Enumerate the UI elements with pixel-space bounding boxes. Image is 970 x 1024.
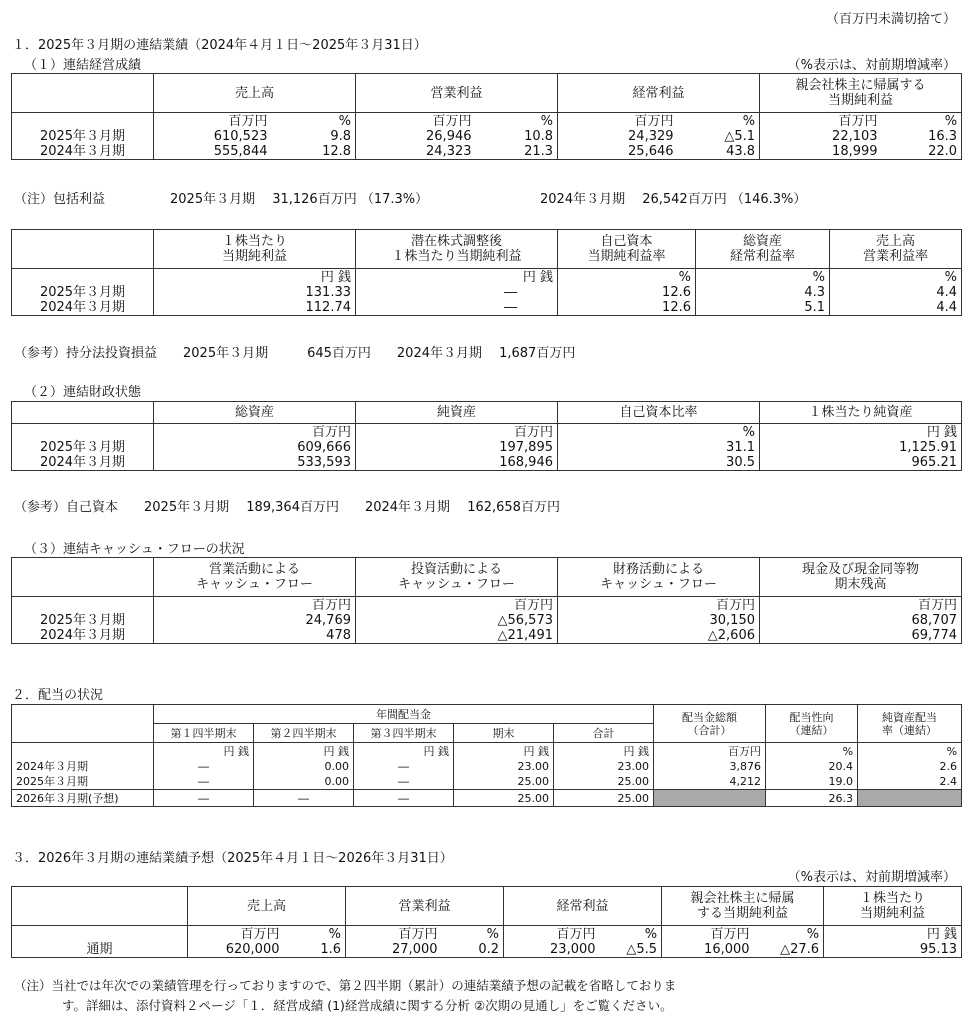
value-cell: 12.6 [558, 300, 696, 316]
value-cell: 69,774 [760, 628, 962, 644]
comprehensive-income-2025: 2025年３月期 31,126百万円 （17.3%） [170, 192, 429, 207]
unit-label: 円 銭 [760, 424, 962, 441]
unit-label: 円 銭 [454, 743, 554, 760]
value-cell: 25,646 [558, 144, 678, 160]
unit-label: 百万円 [154, 424, 356, 441]
value-cell: 43.8 [678, 144, 760, 160]
unit-label: 百万円 [346, 926, 442, 943]
value-cell: 965.21 [760, 455, 962, 471]
col-header: 売上高 [154, 74, 356, 113]
table-row [12, 942, 962, 958]
value-cell: ― [254, 790, 354, 807]
value-cell: 478 [154, 628, 356, 644]
value-cell: △5.5 [600, 942, 662, 958]
value-cell: 25.00 [554, 790, 654, 807]
value-cell: 21.3 [476, 144, 558, 160]
value-cell: ― [354, 774, 454, 790]
unit-label: 百万円 [654, 743, 766, 760]
value-cell: 1.6 [284, 942, 346, 958]
value-cell: 24,769 [154, 613, 356, 628]
unit-label: 円 銭 [354, 743, 454, 760]
value-cell: 2.6 [858, 759, 962, 774]
value-cell: 10.8 [476, 129, 558, 144]
value-cell: 0.2 [442, 942, 504, 958]
row-label: 2024年３月期 [12, 455, 154, 471]
value-cell: 1,125.91 [760, 440, 962, 455]
unit-label: % [442, 926, 504, 943]
dividend-table [11, 704, 962, 807]
table-row [12, 455, 962, 471]
empty-cell [12, 743, 154, 760]
value-cell: 16,000 [662, 942, 754, 958]
value-cell: 26.3 [766, 790, 858, 807]
unit-label: % [678, 113, 760, 130]
col-header: 売上高 [188, 887, 346, 926]
equity-method-note: （参考）持分法投資損益 2025年３月期 645百万円 2024年３月期 1,687百万円 [14, 346, 576, 361]
value-cell: ― [354, 790, 454, 807]
value-cell: 23.00 [554, 759, 654, 774]
unit-label: 百万円 [356, 424, 558, 441]
table-row [12, 759, 962, 774]
comprehensive-income-2024: 2024年３月期 26,542百万円 （146.3%） [540, 192, 807, 207]
unit-label: 百万円 [760, 597, 962, 614]
col-header: 総資産 経常利益率 [696, 230, 830, 269]
corner-cell [12, 74, 154, 113]
col-header: 配当性向 （連結） [766, 705, 858, 743]
empty-cell [12, 424, 154, 441]
value-cell: 95.13 [824, 942, 962, 958]
value-cell: 23,000 [504, 942, 600, 958]
empty-cell [12, 926, 188, 943]
col-header: 配当金総額 （合計） [654, 705, 766, 743]
table-row [12, 300, 962, 316]
value-cell: ― [356, 285, 558, 300]
col-header: 純資産 [356, 402, 558, 424]
value-cell: 620,000 [188, 942, 284, 958]
value-cell: 4.4 [830, 285, 962, 300]
forecast-table [11, 886, 962, 958]
unit-label: 百万円 [356, 597, 558, 614]
unit-label: 百万円 [662, 926, 754, 943]
col-header: １株当たり 当期純利益 [824, 887, 962, 926]
table-row [12, 790, 962, 807]
unit-label: 円 銭 [154, 269, 356, 286]
col-header: 自己資本 当期純利益率 [558, 230, 696, 269]
col-header: 総資産 [154, 402, 356, 424]
unit-label: 円 銭 [254, 743, 354, 760]
value-cell: 22,103 [760, 129, 882, 144]
unit-label: % [766, 743, 858, 760]
col-header: １株当たり純資産 [760, 402, 962, 424]
value-cell: 168,946 [356, 455, 558, 471]
value-cell: 533,593 [154, 455, 356, 471]
annual-dividend-header: 年間配当金 [154, 705, 654, 724]
per-share-table [11, 229, 962, 316]
row-label: 通期 [12, 942, 188, 958]
value-cell: 2.4 [858, 774, 962, 790]
value-cell: 12.6 [558, 285, 696, 300]
value-cell: 18,999 [760, 144, 882, 160]
value-cell: 5.1 [696, 300, 830, 316]
unit-label: % [858, 743, 962, 760]
value-cell: 24,323 [356, 144, 476, 160]
col-header: 合計 [554, 724, 654, 743]
corner-cell [12, 887, 188, 926]
col-header: 営業活動による キャッシュ・フロー [154, 558, 356, 597]
row-label: 2024年３月期 [12, 628, 154, 644]
table-row [12, 774, 962, 790]
col-header: 自己資本比率 [558, 402, 760, 424]
value-cell: 26,946 [356, 129, 476, 144]
value-cell: 0.00 [254, 774, 354, 790]
value-cell: 4.3 [696, 285, 830, 300]
comprehensive-income-label: （注）包括利益 [14, 192, 106, 207]
col-header: 期末 [454, 724, 554, 743]
unit-label: 円 銭 [356, 269, 558, 286]
value-cell: 24,329 [558, 129, 678, 144]
value-cell: 30.5 [558, 455, 760, 471]
value-cell: ― [154, 790, 254, 807]
value-cell: 12.8 [272, 144, 356, 160]
col-header: 営業利益 [346, 887, 504, 926]
value-cell: 31.1 [558, 440, 760, 455]
value-cell: 3,876 [654, 759, 766, 774]
table-row [12, 285, 962, 300]
forecast-change-note: （%表示は、対前期増減率） [787, 870, 956, 885]
row-label: 2025年３月期 [12, 285, 154, 300]
col-header: 潜在株式調整後 １株当たり当期純利益 [356, 230, 558, 269]
unit-label: % [696, 269, 830, 286]
col-header: １株当たり 当期純利益 [154, 230, 356, 269]
empty-cell [12, 113, 154, 130]
section1-title: １．2025年３月期の連結業績（2024年４月１日～2025年３月31日） [12, 38, 427, 53]
value-cell: ― [354, 759, 454, 774]
col-header: 経常利益 [558, 74, 760, 113]
value-cell: 19.0 [766, 774, 858, 790]
value-cell: 4,212 [654, 774, 766, 790]
operating-results-heading: （１）連結経営成績 [24, 58, 142, 73]
equity-capital-note: （参考）自己資本 2025年３月期 189,364百万円 2024年３月期 162,658百万円 [14, 500, 560, 515]
unit-label: 百万円 [188, 926, 284, 943]
row-label: 2025年３月期 [12, 440, 154, 455]
unit-label: 百万円 [558, 113, 678, 130]
col-header: 第２四半期末 [254, 724, 354, 743]
table-row [12, 440, 962, 455]
corner-cell [12, 402, 154, 424]
section2-title: ２．配当の状況 [12, 688, 104, 703]
unit-label: % [284, 926, 346, 943]
unit-label: 円 銭 [554, 743, 654, 760]
empty-cell [12, 269, 154, 286]
value-cell: △27.6 [754, 942, 824, 958]
value-cell: 197,895 [356, 440, 558, 455]
change-rate-note: （%表示は、対前期増減率） [787, 58, 956, 73]
forecast-footnote-line1: （注）当社では年次での業績管理を行っておりますので、第２四半期（累計）の連結業績予想の記載を省略しておりま [14, 978, 677, 993]
cash-flow-table [11, 557, 962, 644]
unit-label: 百万円 [154, 113, 272, 130]
forecast-footnote-line2: す。詳細は、添付資料２ページ「１．経営成績 (1)経営成績に関する分析 ②次期の見通し」をご覧ください。 [62, 998, 673, 1013]
section3-title: ３．2026年３月期の連結業績予想（2025年４月１日～2026年３月31日） [12, 851, 453, 866]
value-cell: 25.00 [454, 790, 554, 807]
unit-label: 百万円 [356, 113, 476, 130]
col-header: 営業利益 [356, 74, 558, 113]
financial-position-heading: （２）連結財政状態 [24, 385, 142, 400]
row-label: 2024年３月期 [12, 759, 154, 774]
unit-label: % [476, 113, 558, 130]
row-label: 2026年３月期(予想) [12, 790, 154, 807]
unit-label: 円 銭 [824, 926, 962, 943]
value-cell: 20.4 [766, 759, 858, 774]
empty-cell [12, 597, 154, 614]
value-cell: 22.0 [882, 144, 962, 160]
value-cell: 27,000 [346, 942, 442, 958]
value-cell: 30,150 [558, 613, 760, 628]
col-header: 売上高 営業利益率 [830, 230, 962, 269]
unit-label: % [754, 926, 824, 943]
value-cell: △5.1 [678, 129, 760, 144]
value-cell: △56,573 [356, 613, 558, 628]
table-row [12, 144, 962, 160]
value-cell: △2,606 [558, 628, 760, 644]
table-row [12, 613, 962, 628]
col-header: 経常利益 [504, 887, 662, 926]
financial-position-table [11, 401, 962, 471]
unit-label: 円 銭 [154, 743, 254, 760]
unit-label: % [882, 113, 962, 130]
unit-label: % [558, 269, 696, 286]
table-row [12, 129, 962, 144]
col-header: 第３四半期末 [354, 724, 454, 743]
value-cell: △21,491 [356, 628, 558, 644]
shaded-cell [654, 790, 766, 807]
value-cell: 23.00 [454, 759, 554, 774]
unit-label: 百万円 [558, 597, 760, 614]
unit-label: % [600, 926, 662, 943]
row-label: 2024年３月期 [12, 144, 154, 160]
row-label: 2025年３月期 [12, 774, 154, 790]
value-cell: ― [154, 774, 254, 790]
table-row [12, 628, 962, 644]
cash-flow-heading: （３）連結キャッシュ・フローの状況 [24, 542, 245, 557]
value-cell: 0.00 [254, 759, 354, 774]
value-cell: 68,707 [760, 613, 962, 628]
col-header: 第１四半期末 [154, 724, 254, 743]
operating-results-table [11, 73, 962, 160]
col-header: 親会社株主に帰属する 当期純利益 [760, 74, 962, 113]
unit-label: % [830, 269, 962, 286]
corner-cell [12, 230, 154, 269]
value-cell: 555,844 [154, 144, 272, 160]
value-cell: 4.4 [830, 300, 962, 316]
unit-note: （百万円未満切捨て） [825, 12, 956, 27]
row-label: 2024年３月期 [12, 300, 154, 316]
value-cell: 25.00 [454, 774, 554, 790]
corner-cell [12, 558, 154, 597]
col-header: 親会社株主に帰属 する当期純利益 [662, 887, 824, 926]
value-cell: 131.33 [154, 285, 356, 300]
col-header: 純資産配当 率（連結） [858, 705, 962, 743]
corner-cell [12, 705, 154, 743]
col-header: 投資活動による キャッシュ・フロー [356, 558, 558, 597]
unit-label: 百万円 [154, 597, 356, 614]
unit-label: 百万円 [760, 113, 882, 130]
value-cell: 609,666 [154, 440, 356, 455]
value-cell: 112.74 [154, 300, 356, 316]
col-header: 財務活動による キャッシュ・フロー [558, 558, 760, 597]
row-label: 2025年３月期 [12, 613, 154, 628]
value-cell: 16.3 [882, 129, 962, 144]
unit-label: % [558, 424, 760, 441]
col-header: 現金及び現金同等物 期末残高 [760, 558, 962, 597]
unit-label: % [272, 113, 356, 130]
value-cell: 9.8 [272, 129, 356, 144]
unit-label: 百万円 [504, 926, 600, 943]
row-label: 2025年３月期 [12, 129, 154, 144]
value-cell: ― [356, 300, 558, 316]
value-cell: 610,523 [154, 129, 272, 144]
value-cell: ― [154, 759, 254, 774]
shaded-cell [858, 790, 962, 807]
value-cell: 25.00 [554, 774, 654, 790]
